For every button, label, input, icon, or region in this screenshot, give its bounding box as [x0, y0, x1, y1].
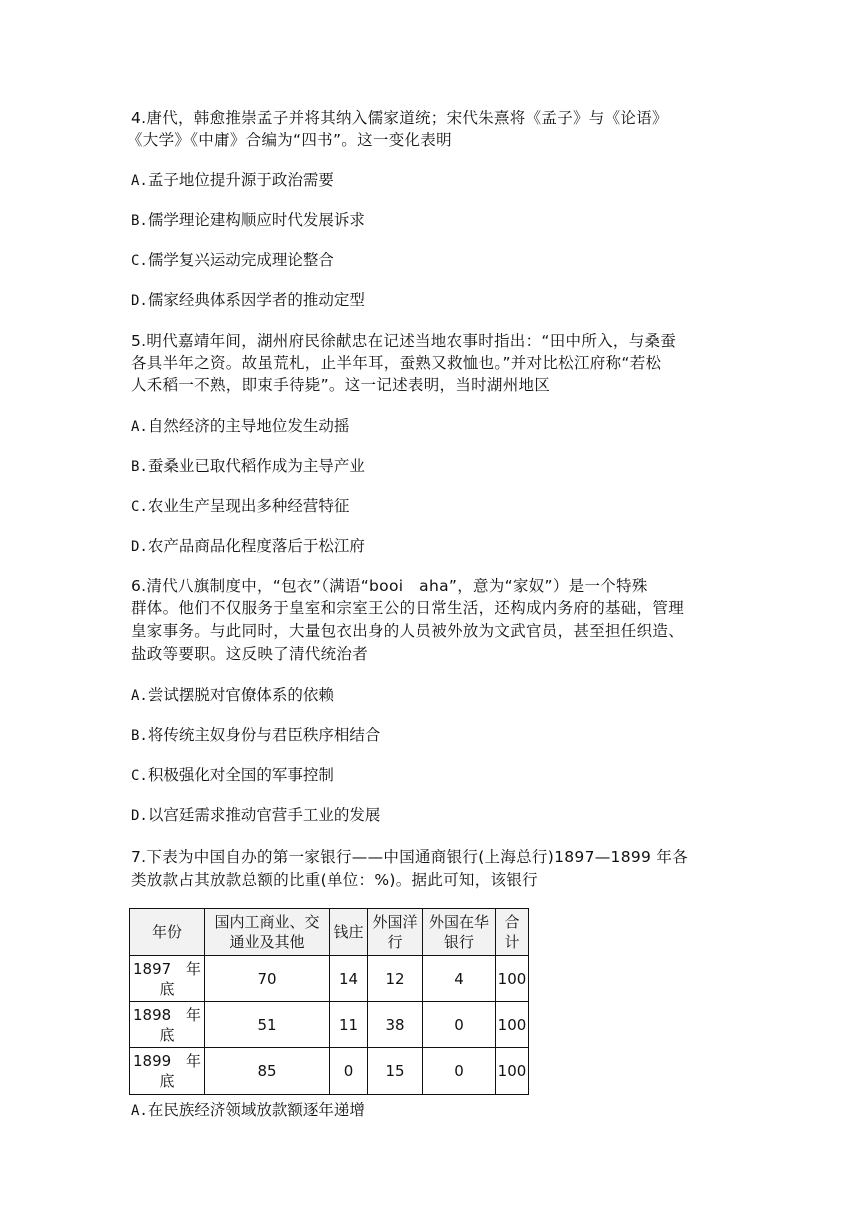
header-qianzhuang-text: 钱庄 — [333, 923, 364, 941]
table-row — [130, 1002, 529, 1048]
foreign-bank-cell: 0 — [423, 1048, 496, 1095]
year-end: 底 — [159, 1072, 175, 1090]
q4-option-a[interactable] — [131, 169, 334, 192]
year-cell — [130, 1002, 205, 1048]
option-letter: D. — [131, 539, 148, 555]
q4-option-b[interactable] — [131, 209, 365, 232]
option-text: 积极强化对全国的军事控制 — [147, 766, 334, 784]
header-foreign-bank — [423, 909, 496, 956]
option-letter: C. — [131, 499, 148, 515]
q5-stem-line-2: 各具半年之资。故虽荒札，止半年耳，蚕熟又救恤也。”并对比松江府称“若松 — [131, 354, 662, 372]
option-letter: B. — [131, 459, 148, 475]
option-letter: A. — [131, 419, 148, 435]
header-foreign-firm-line2: 行 — [387, 933, 403, 951]
year-value: 1898 — [133, 1005, 172, 1024]
q5-option-a[interactable] — [131, 415, 349, 438]
header-total-line1: 合 — [504, 913, 520, 931]
header-domestic-line1: 国内工商业、交 — [214, 913, 320, 931]
option-text: 自然经济的主导地位发生动摇 — [147, 417, 350, 435]
q6-stem-line-2: 群体。他们不仅服务于皇室和宗室王公的日常生活，还构成内务府的基础，管理 — [131, 599, 685, 617]
option-text: 农业生产呈现出多种经营特征 — [147, 497, 350, 515]
option-text: 尝试摆脱对官僚体系的依赖 — [147, 686, 334, 704]
table-row — [130, 1048, 529, 1095]
q4-option-c[interactable] — [131, 249, 334, 272]
domestic-cell: 70 — [205, 956, 330, 1002]
domestic-cell: 85 — [205, 1048, 330, 1095]
header-total — [496, 909, 529, 956]
year-end: 底 — [159, 979, 175, 998]
option-letter: C. — [131, 253, 148, 269]
qianzhuang-cell: 11 — [330, 1002, 368, 1048]
option-text: 儒学复兴运动完成理论整合 — [147, 251, 334, 269]
q5-option-c[interactable] — [131, 495, 349, 518]
option-text: 农产品商品化程度落后于松江府 — [147, 537, 365, 555]
option-text: 儒家经典体系因学者的推动定型 — [147, 291, 365, 309]
table-row — [130, 956, 529, 1002]
option-letter: A. — [131, 1103, 148, 1119]
header-foreign-bank-line2: 银行 — [443, 933, 474, 951]
q5-stem-line-3: 人禾稻一不熟，即束手待毙”。这一记述表明，当时湖州地区 — [131, 376, 551, 394]
header-foreign-bank-line1: 外国在华 — [428, 913, 489, 931]
q4-stem-line-2: 《大学》《中庸》合编为“四书”。这一变化表明 — [127, 131, 452, 149]
q7-stem-line-2: 类放款占其放款总额的比重(单位：%)。据此可知，该银行 — [131, 871, 538, 889]
year-cell — [130, 956, 205, 1002]
year-value: 1899 — [133, 1052, 172, 1070]
total-cell: 100 — [496, 1048, 529, 1095]
foreign-firm-cell: 38 — [368, 1002, 423, 1048]
option-text: 在民族经济领域放款额逐年递增 — [147, 1101, 365, 1119]
q5-option-d[interactable] — [131, 535, 365, 558]
qianzhuang-cell: 14 — [330, 956, 368, 1002]
option-letter: B. — [131, 728, 148, 744]
year-value: 1897 — [133, 959, 172, 978]
header-total-line2: 计 — [504, 933, 520, 951]
total-cell: 100 — [496, 1002, 529, 1048]
q6-stem-line-3: 皇家事务。与此同时，大量包衣出身的人员被外放为文武官员，甚至担任织造、 — [131, 622, 685, 640]
q6-option-c[interactable] — [131, 764, 334, 787]
loan-ratio-table — [129, 908, 529, 1095]
q5-stem-line-1: 5.明代嘉靖年间，湖州府民徐献忠在记述当地农事时指出：“田中所入，与桑蚕 — [131, 332, 677, 350]
foreign-bank-cell: 4 — [423, 956, 496, 1002]
foreign-firm-cell: 15 — [368, 1048, 423, 1095]
year-end: 底 — [159, 1025, 175, 1044]
table-header-row — [130, 909, 529, 956]
option-letter: D. — [131, 293, 148, 309]
header-domestic-line2: 通业及其他 — [229, 933, 305, 951]
year-suffix: 年 — [185, 959, 201, 978]
option-letter: D. — [131, 808, 148, 824]
option-text: 以宫廷需求推动官营手工业的发展 — [147, 806, 381, 824]
option-letter: A. — [131, 688, 148, 704]
q6-stem-line-4: 盐政等要职。这反映了清代统治者 — [131, 645, 369, 663]
q6-option-b[interactable] — [131, 724, 380, 747]
header-qianzhuang — [330, 909, 368, 956]
option-text: 孟子地位提升源于政治需要 — [147, 171, 334, 189]
option-text: 儒学理论建构顺应时代发展诉求 — [147, 211, 365, 229]
option-letter: B. — [131, 213, 148, 229]
header-foreign-firm-line1: 外国洋 — [372, 913, 418, 931]
header-domestic — [205, 909, 330, 956]
option-text: 蚕桑业已取代稻作成为主导产业 — [147, 457, 365, 475]
q4-option-d[interactable] — [131, 289, 365, 312]
q5-option-b[interactable] — [131, 455, 365, 478]
year-cell — [130, 1048, 205, 1095]
option-letter: A. — [131, 173, 148, 189]
q6-stem-line-1: 6.清代八旗制度中，“包衣”（满语“booi aha”，意为“家奴”）是一个特殊 — [131, 577, 648, 595]
total-cell: 100 — [496, 956, 529, 1002]
q6-option-a[interactable] — [131, 684, 334, 707]
header-foreign-firm — [368, 909, 423, 956]
q7-option-a[interactable] — [131, 1099, 365, 1122]
option-text: 将传统主奴身份与君臣秩序相结合 — [147, 726, 381, 744]
foreign-firm-cell: 12 — [368, 956, 423, 1002]
year-suffix: 年 — [185, 1052, 201, 1070]
q7-stem-line-1: 7.下表为中国自办的第一家银行——中国通商银行(上海总行)1897—1899 年各 — [131, 848, 689, 866]
domestic-cell: 51 — [205, 1002, 330, 1048]
q6-option-d[interactable] — [131, 804, 380, 827]
year-suffix: 年 — [185, 1005, 201, 1024]
option-letter: C. — [131, 768, 148, 784]
qianzhuang-cell: 0 — [330, 1048, 368, 1095]
q4-stem-line-1: 4.唐代，韩愈推崇孟子并将其纳入儒家道统；宋代朱熹将《孟子》与《论语》 — [131, 109, 668, 127]
header-year-text: 年份 — [151, 923, 182, 941]
header-year — [130, 909, 205, 956]
foreign-bank-cell: 0 — [423, 1002, 496, 1048]
